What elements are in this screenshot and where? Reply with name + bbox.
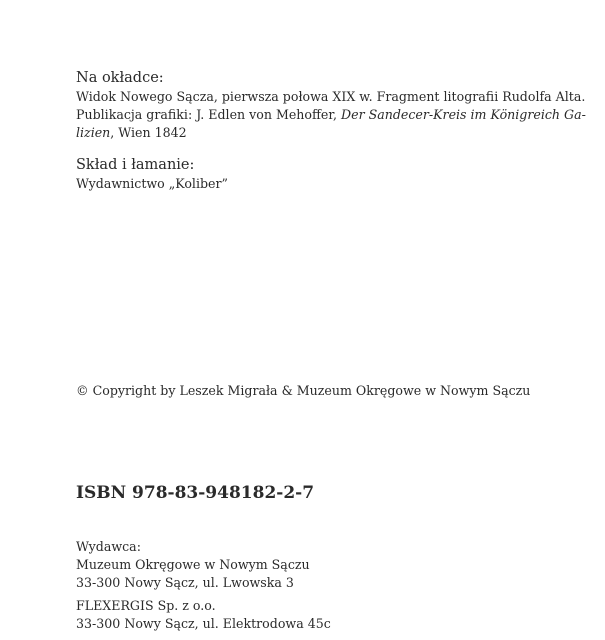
cover-publication-title: Der Sandecer-Kreis im Königreich Ga- <box>341 107 586 122</box>
typesetting-heading: Skład i łamanie: <box>76 157 195 173</box>
cover-publication-prefix: Publikacja grafiki: J. Edlen von Mehoffer, <box>76 107 342 122</box>
typesetting-publisher: Wydawnictwo „Koliber” <box>76 176 228 191</box>
cover-publication-line <box>76 106 586 124</box>
cover-credit-block <box>76 68 586 142</box>
cover-publication-title-cont: lizien <box>76 125 111 140</box>
copyright-notice: © Copyright by Leszek Migrała & Muzeum Okręgowe w Nowym Sączu <box>76 383 531 398</box>
isbn-number: ISBN 978-83-948182-2-7 <box>76 483 315 503</box>
publisher-block <box>76 538 545 633</box>
publisher-address: 33-300 Nowy Sącz, ul. Lwowska 3 <box>76 575 294 590</box>
cover-heading: Na okładce: <box>76 70 164 86</box>
cover-publication-line-cont <box>76 124 545 142</box>
cover-description: Widok Nowego Sącza, pierwsza połowa XIX w. Fragment litografii Rudolfa Alta. <box>76 89 586 104</box>
copyright-block <box>76 382 545 400</box>
copublisher-address: 33-300 Nowy Sącz, ul. Elektrodowa 45c <box>76 616 331 631</box>
copublisher-name: FLEXERGIS Sp. z o.o. <box>76 598 216 613</box>
publisher-name: Muzeum Okręgowe w Nowym Sączu <box>76 557 310 572</box>
cover-publication-suffix: , Wien 1842 <box>110 125 187 140</box>
publisher-heading: Wydawca: <box>76 539 141 554</box>
isbn-block <box>76 482 545 504</box>
typesetting-credit-block <box>76 155 545 193</box>
